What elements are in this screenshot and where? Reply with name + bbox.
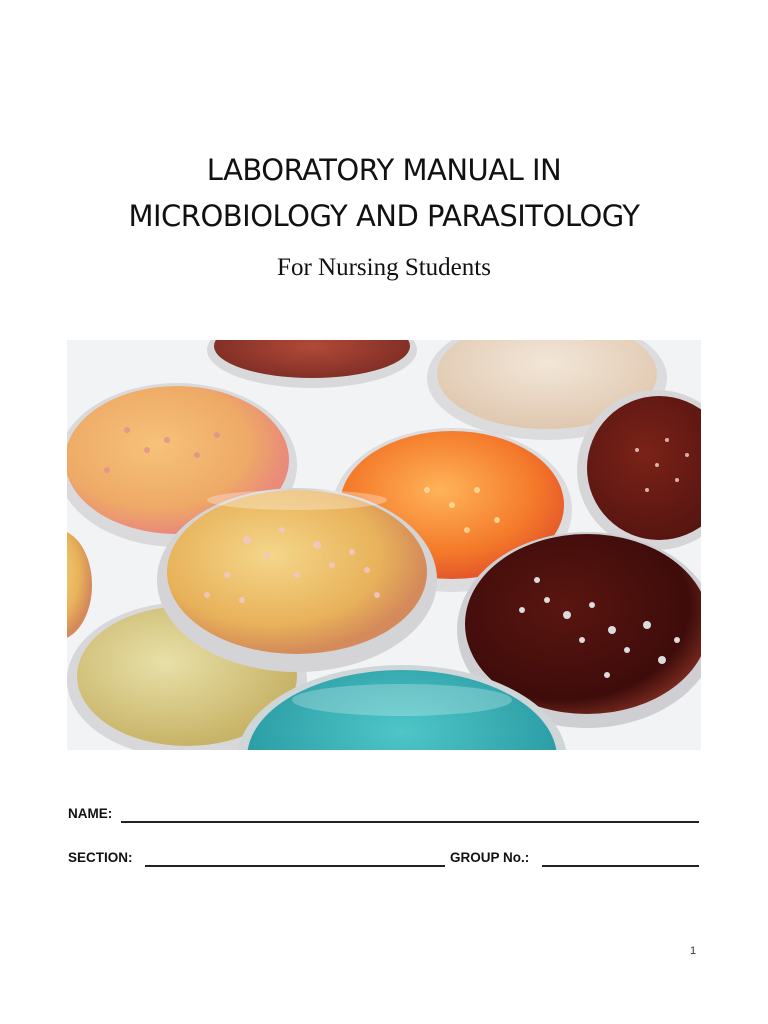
cover-photo-petri-dishes [67,340,701,750]
section-group-field-row [68,850,702,870]
name-label: NAME: [68,806,113,821]
group-label: GROUP No.: [450,850,530,865]
section-field-line[interactable] [145,865,445,867]
section-label: SECTION: [68,850,133,865]
page-number: 1 [690,945,697,957]
subtitle: For Nursing Students [277,254,491,281]
group-field-line[interactable] [542,865,699,867]
title-line-2: MICROBIOLOGY AND PARASITOLOGY [128,199,640,233]
name-field-row [68,806,702,826]
title-line-1: LABORATORY MANUAL IN [206,153,562,187]
name-field-line[interactable] [121,821,699,823]
